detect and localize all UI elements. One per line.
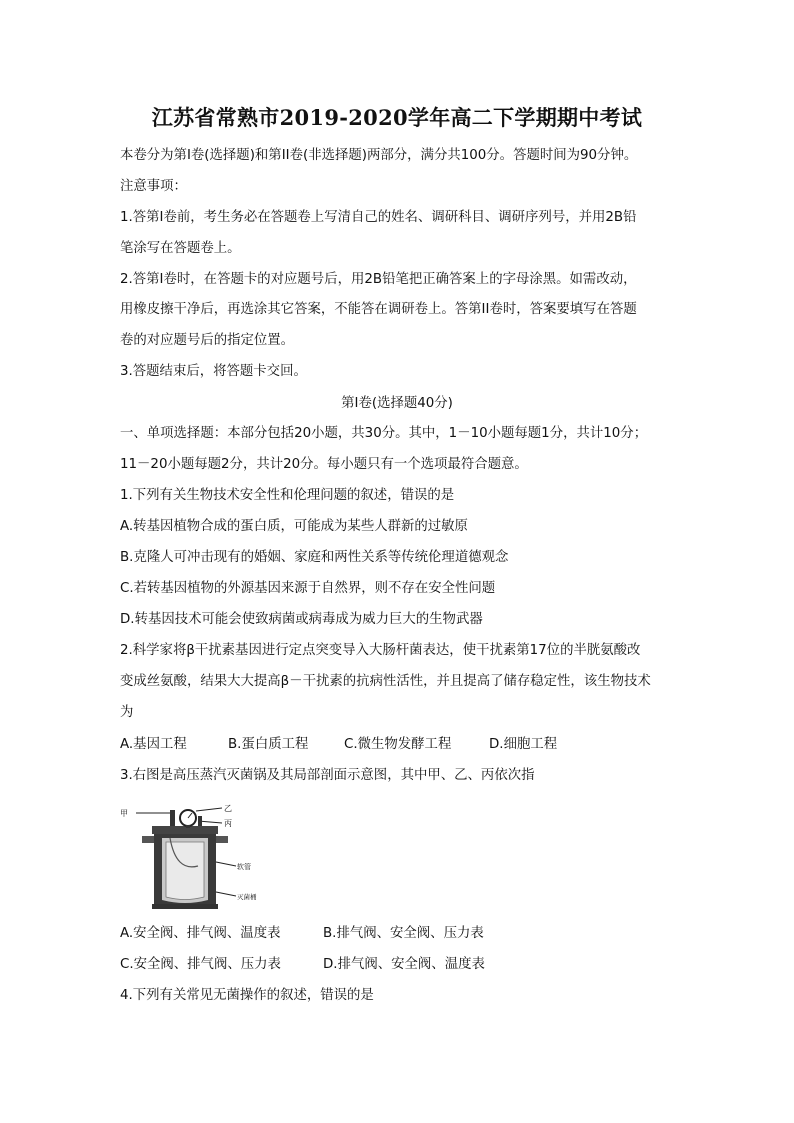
question-2-options <box>120 735 680 755</box>
question-1-option-a: A.转基因植物合成的蛋白质，可能成为某些人群新的过敏原 <box>120 519 468 534</box>
question-3-options-row-1 <box>120 924 680 944</box>
question-1-option-c: C.若转基因植物的外源基因来源于自然界，则不存在安全性问题 <box>120 581 496 596</box>
label-bucket: 灭菌桶 <box>237 893 257 901</box>
question-4-stem: 4.下列有关常见无菌操作的叙述，错误的是 <box>120 988 374 1003</box>
notice-2-line-2: 用橡皮擦干净后，再选涂其它答案，不能答在调研卷上。答第II卷时，答案要填写在答题 <box>120 302 637 317</box>
question-2-option-a: A.基因工程 <box>120 737 187 752</box>
notice-1-line-1: 1.答第I卷前，考生务必在答题卷上写清自己的姓名、调研科目、调研序列号，并用2B铅 <box>120 210 637 225</box>
label-bing: 丙 <box>224 819 232 828</box>
notice-1-line-2: 笔涂写在答题卷上。 <box>120 241 241 256</box>
question-3-option-b: B.排气阀、安全阀、压力表 <box>323 926 484 941</box>
question-2-option-c: C.微生物发酵工程 <box>344 737 452 752</box>
autoclave-diagram <box>118 802 258 914</box>
section-intro-line-2: 11－20小题每题2分，共计20分。每小题只有一个选项最符合题意。 <box>120 457 528 472</box>
notice-2-line-1: 2.答第I卷时，在答题卡的对应题号后，用2B铅笔把正确答案上的字母涂黑。如需改动， <box>120 272 637 287</box>
question-2-stem-line-3: 为 <box>120 705 134 720</box>
question-1-stem: 1.下列有关生物技术安全性和伦理问题的叙述，错误的是 <box>120 488 455 503</box>
label-hose: 软管 <box>237 863 251 871</box>
label-yi: 乙 <box>224 804 232 813</box>
question-3-option-a: A.安全阀、排气阀、温度表 <box>120 926 281 941</box>
notice-3: 3.答题结束后，将答题卡交回。 <box>120 364 307 379</box>
question-3-options-row-2 <box>120 955 680 975</box>
section-intro-line-1: 一、单项选择题：本部分包括20小题，共30分。其中，1－10小题每题1分，共计10分； <box>120 426 648 441</box>
question-3-option-c: C.安全阀、排气阀、压力表 <box>120 957 281 972</box>
question-3-option-d: D.排气阀、安全阀、温度表 <box>323 957 485 972</box>
question-2-option-d: D.细胞工程 <box>489 737 558 752</box>
intro-text: 本卷分为第I卷(选择题)和第II卷(非选择题)两部分，满分共100分。答题时间为90分钟。 <box>120 148 638 163</box>
label-jia: 甲 <box>120 809 128 818</box>
question-2-option-b: B.蛋白质工程 <box>228 737 309 752</box>
document-title: 江苏省常熟市2019-2020学年高二下学期期中考试 <box>151 105 643 130</box>
question-3-stem: 3.右图是高压蒸汽灭菌锅及其局部剖面示意图，其中甲、乙、丙依次指 <box>120 768 535 783</box>
question-1-option-b: B.克隆人可冲击现有的婚姻、家庭和两性关系等传统伦理道德观念 <box>120 550 509 565</box>
question-1-option-d: D.转基因技术可能会使致病菌或病毒成为威力巨大的生物武器 <box>120 612 483 627</box>
notice-2-line-3: 卷的对应题号后的指定位置。 <box>120 333 295 348</box>
question-2-stem-line-2: 变成丝氨酸，结果大大提高β－干扰素的抗病性活性，并且提高了储存稳定性，该生物技术 <box>120 674 651 689</box>
notice-heading: 注意事项： <box>120 179 187 194</box>
section-title: 第I卷(选择题40分) <box>341 396 453 411</box>
question-2-stem-line-1: 2.科学家将β干扰素基因进行定点突变导入大肠杆菌表达，使干扰素第17位的半胱氨酸改 <box>120 643 641 658</box>
